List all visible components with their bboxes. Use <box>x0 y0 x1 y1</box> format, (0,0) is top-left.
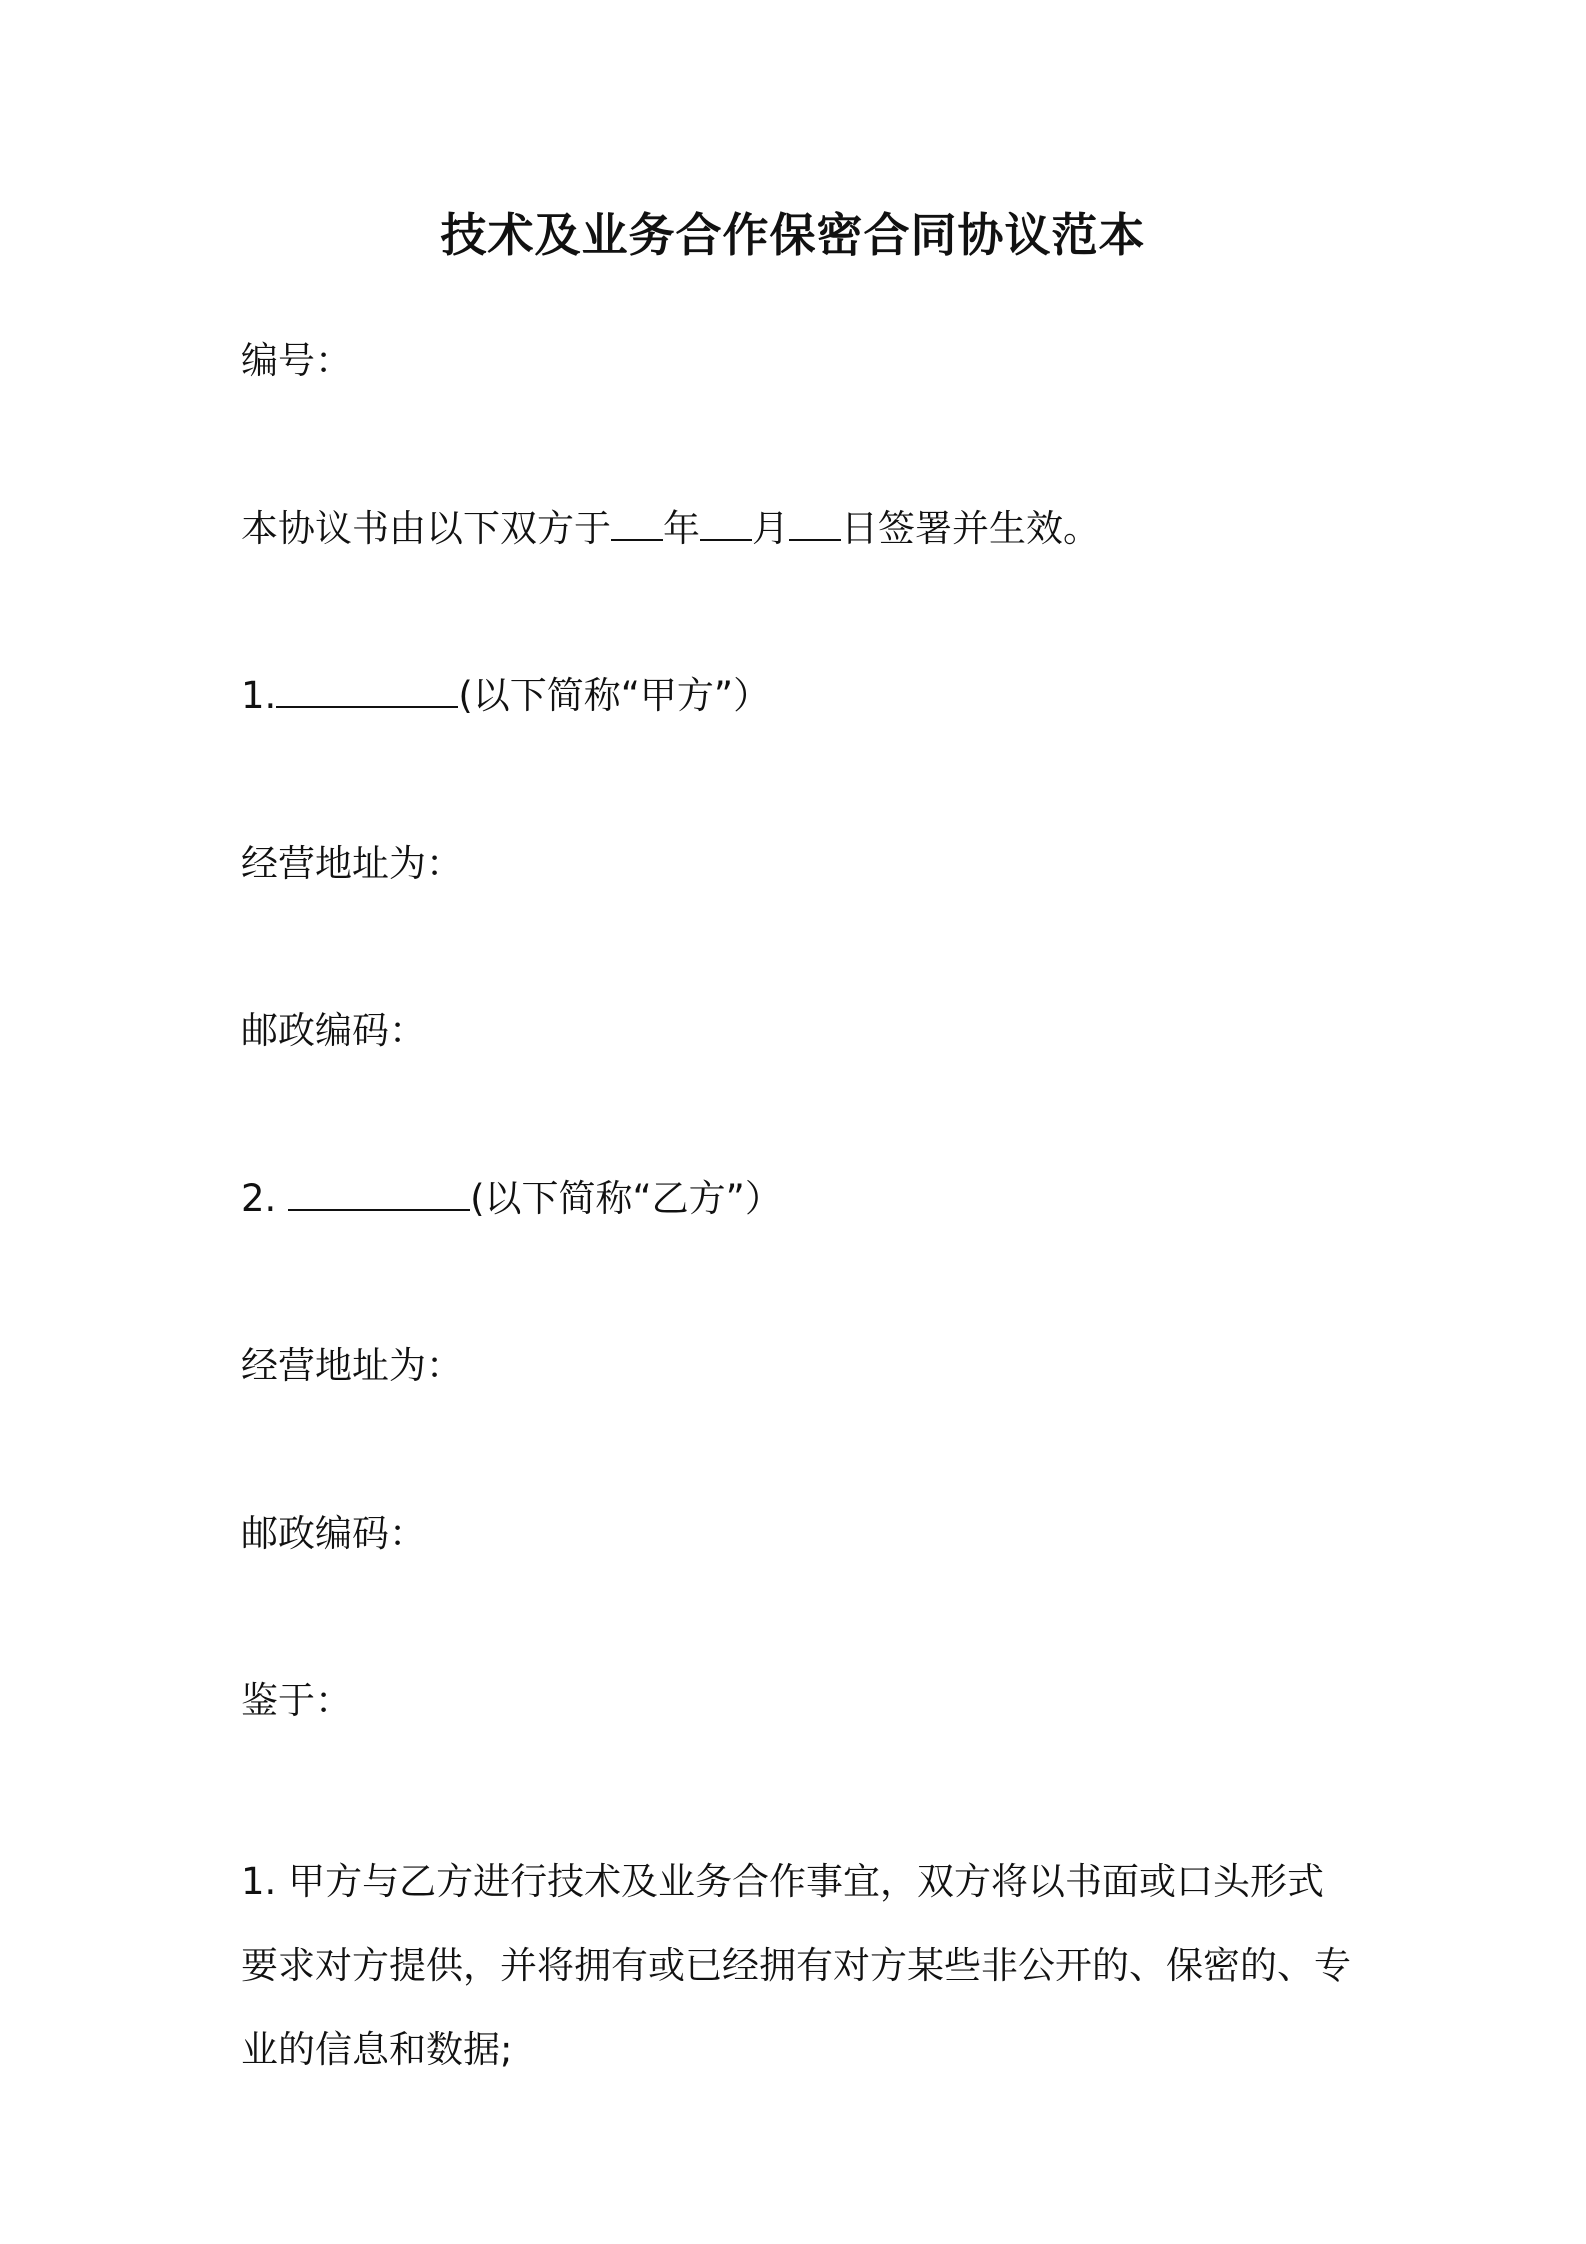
party-a-name-blank <box>276 672 458 708</box>
month-blank <box>700 505 752 541</box>
whereas-label: 鉴于： <box>241 1679 352 1722</box>
party-b-postcode-label: 邮政编码： <box>241 1512 426 1555</box>
party-b-name-blank <box>288 1175 470 1211</box>
day-label: 日签署并生效。 <box>841 507 1100 550</box>
day-blank <box>789 505 841 541</box>
party-a-line <box>241 671 770 721</box>
party-a-postcode-label: 邮政编码： <box>241 1009 426 1052</box>
party-b-line <box>241 1174 782 1224</box>
intro-sentence <box>241 504 1100 554</box>
party-a-alias: (以下简称“甲方”） <box>458 674 771 717</box>
year-label: 年 <box>663 507 700 550</box>
intro-text: 本协议书由以下双方于 <box>241 507 611 550</box>
party-b-alias: (以下简称“乙方”） <box>470 1177 782 1220</box>
party-a-number: 1. <box>241 674 277 717</box>
clause-1-paragraph: 1. 甲方与乙方进行技术及业务合作事宜，双方将以书面或口头形式要求对方提供，并将拥有或已经拥有对方某些非公开的、保密的、专业的信息和数据; <box>241 1860 1351 2071</box>
party-b-address-label: 经营地址为： <box>241 1344 463 1387</box>
month-label: 月 <box>752 507 789 550</box>
party-b-number: 2. <box>241 1177 289 1220</box>
year-blank <box>611 505 663 541</box>
contract-number-label: 编号： <box>241 339 352 382</box>
document-title: 技术及业务合作保密合同协议范本 <box>440 208 1146 262</box>
party-a-address-label: 经营地址为： <box>241 842 463 885</box>
